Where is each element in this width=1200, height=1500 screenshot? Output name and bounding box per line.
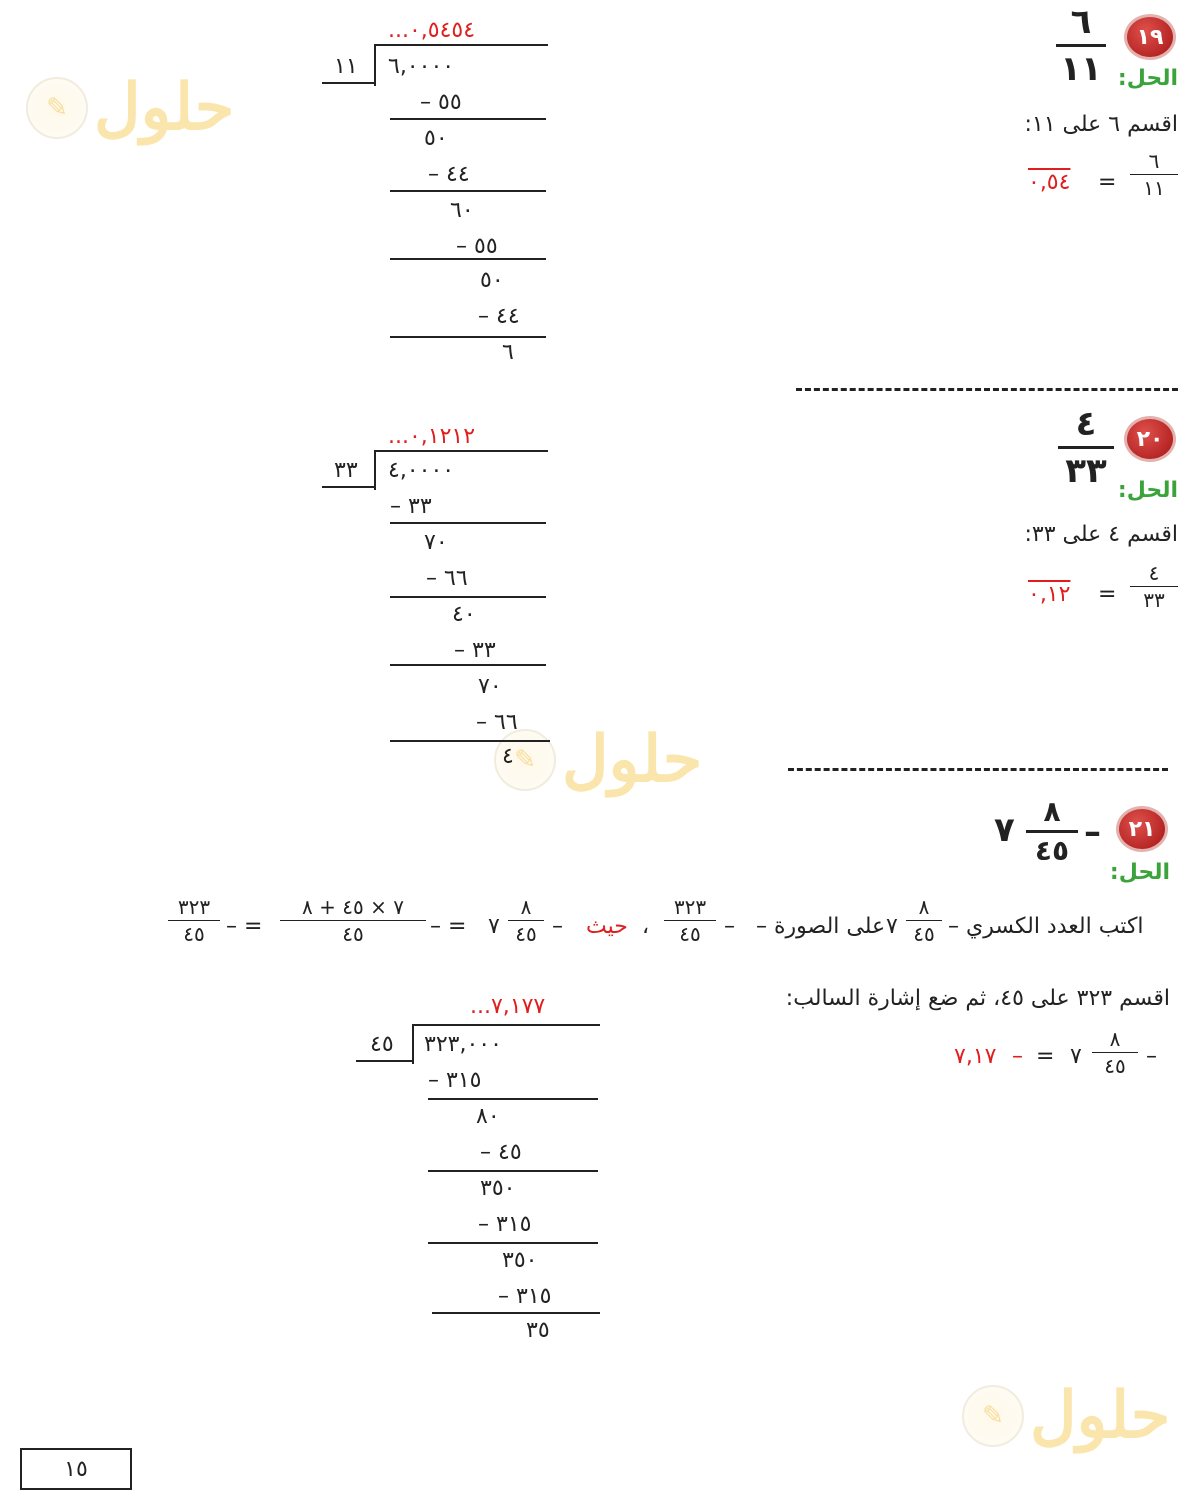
- equation-fraction: ٣٢٣ ٤٥: [168, 896, 220, 945]
- step-text: اقسم ٦ على ١١:: [1024, 112, 1178, 137]
- minus-sign: –: [1146, 1044, 1157, 1069]
- division-dividend: ٣٢٣,٠٠٠: [424, 1032, 502, 1057]
- division-quotient: ٠,١٢١٢...: [388, 424, 476, 449]
- equation-fraction: ٨ ٤٥: [906, 896, 942, 945]
- division-step: ٧٠: [424, 530, 448, 555]
- whole-number: ٧: [1070, 1044, 1082, 1069]
- minus-sign: –: [552, 914, 563, 939]
- division-remainder: ٣٥: [526, 1318, 550, 1343]
- division-rule: [390, 258, 546, 260]
- division-step: ٥٥ –: [456, 234, 498, 259]
- division-step: ٣٥٠: [502, 1248, 538, 1273]
- division-step: ٣١٥ –: [498, 1284, 552, 1309]
- whole-number: ٧: [994, 810, 1015, 850]
- division-rule: [428, 1098, 598, 1100]
- step-text: اقسم ٤ على ٣٣:: [1024, 522, 1178, 547]
- division-step: ٥٠: [424, 126, 448, 151]
- equals-sign: =: [1036, 1044, 1055, 1069]
- division-step: ٧٠: [478, 674, 502, 699]
- result-fraction: ٨ ٤٥: [1092, 1028, 1138, 1077]
- division-step: ٣٣ –: [454, 638, 496, 663]
- division-step: ٣١٥ –: [478, 1212, 532, 1237]
- division-rule: [428, 1242, 598, 1244]
- division-step: ٤٠: [452, 602, 476, 627]
- division-step: ٣٣ –: [390, 494, 432, 519]
- watermark-logo: ✎ حلول: [26, 70, 234, 145]
- book-icon: ✎: [26, 77, 88, 139]
- division-remainder: ٤: [502, 744, 514, 769]
- where-word: حيث: [586, 914, 628, 939]
- division-remainder: ٦: [502, 340, 514, 365]
- division-rule: [390, 118, 546, 120]
- equation-fraction: ٨ ٤٥: [508, 896, 544, 945]
- result-fraction: ٤ ٣٣: [1130, 562, 1178, 611]
- solution-label: الحل:: [1117, 478, 1178, 503]
- watermark-logo: ✎ حلول: [962, 1378, 1170, 1453]
- result-value: ٧,١٧: [954, 1044, 997, 1069]
- problem-number-badge: ٢٠: [1124, 416, 1176, 462]
- solution-label: الحل:: [1109, 860, 1170, 885]
- book-icon: ✎: [494, 729, 556, 791]
- division-rule: [428, 1170, 598, 1172]
- solution-label: الحل:: [1117, 66, 1178, 91]
- minus-sign: –: [724, 914, 735, 939]
- division-quotient: ٧,١٧٧...: [470, 994, 546, 1019]
- result-value: ٠,٥٤: [1028, 170, 1071, 195]
- division-dividend: ٦,٠٠٠٠: [388, 54, 455, 79]
- watermark-logo: ✎ حلول: [494, 722, 702, 797]
- problem-fraction: ٨ ٤٥: [1026, 796, 1078, 867]
- division-step: ٤٤ –: [428, 162, 470, 187]
- equals-sign: =: [1098, 170, 1117, 195]
- division-rule: [390, 336, 546, 338]
- division-rule: [390, 596, 546, 598]
- book-icon: ✎: [962, 1385, 1024, 1447]
- division-step: ٤٥ –: [480, 1140, 522, 1165]
- step-text: اكتب العدد الكسري –: [948, 914, 1144, 939]
- division-step: ٦٠: [450, 198, 474, 223]
- division-step: ٥٠: [480, 268, 504, 293]
- result-value: ٠,١٢: [1028, 582, 1071, 607]
- divisor-underline: [356, 1060, 414, 1062]
- division-step: ٤٤ –: [478, 304, 520, 329]
- division-step: ٣٥٠: [480, 1176, 516, 1201]
- division-step: ٥٥ –: [420, 90, 462, 115]
- equation-fraction: ٣٢٣ ٤٥: [664, 896, 716, 945]
- division-step: ٨٠: [476, 1104, 500, 1129]
- division-rule: [390, 740, 550, 742]
- division-divisor: ٤٥: [370, 1032, 394, 1057]
- problem-fraction: ٦ ١١: [1056, 2, 1106, 89]
- step-text: اقسم ٣٢٣ على ٤٥، ثم ضع إشارة السالب:: [785, 986, 1170, 1011]
- section-divider: [788, 768, 1168, 771]
- whole-number: ٧: [488, 914, 500, 939]
- section-divider: [796, 388, 1178, 391]
- equals-minus: – =: [430, 914, 467, 939]
- whole-number: ٧: [886, 914, 898, 939]
- equals-minus: – =: [226, 914, 263, 939]
- minus-sign: –: [1012, 1044, 1023, 1069]
- divisor-underline: [322, 82, 376, 84]
- division-rule: [390, 664, 546, 666]
- division-rule: [390, 522, 546, 524]
- result-fraction: ٦ ١١: [1130, 150, 1178, 199]
- division-step: ٣١٥ –: [428, 1068, 482, 1093]
- divisor-underline: [322, 486, 376, 488]
- equation-fraction: ٧ × ٤٥ + ٨ ٤٥: [280, 896, 426, 945]
- division-divisor: ٣٣: [334, 458, 358, 483]
- problem-number-badge: ١٩: [1124, 14, 1176, 60]
- division-step: ٦٦ –: [476, 710, 518, 735]
- minus-sign: –: [1084, 812, 1101, 852]
- page-number: ١٥: [20, 1448, 132, 1490]
- comma: ،: [642, 914, 650, 939]
- division-quotient: ٠,٥٤٥٤...: [388, 18, 476, 43]
- problem-number-badge: ٢١: [1116, 806, 1168, 852]
- division-rule: [390, 190, 546, 192]
- division-step: ٦٦ –: [426, 566, 468, 591]
- problem-fraction: ٤ ٣٣: [1058, 404, 1114, 491]
- equals-sign: =: [1098, 582, 1117, 607]
- division-divisor: ١١: [334, 54, 358, 79]
- step-text: على الصورة –: [756, 914, 886, 939]
- division-dividend: ٤,٠٠٠٠: [388, 458, 455, 483]
- division-rule: [432, 1312, 600, 1314]
